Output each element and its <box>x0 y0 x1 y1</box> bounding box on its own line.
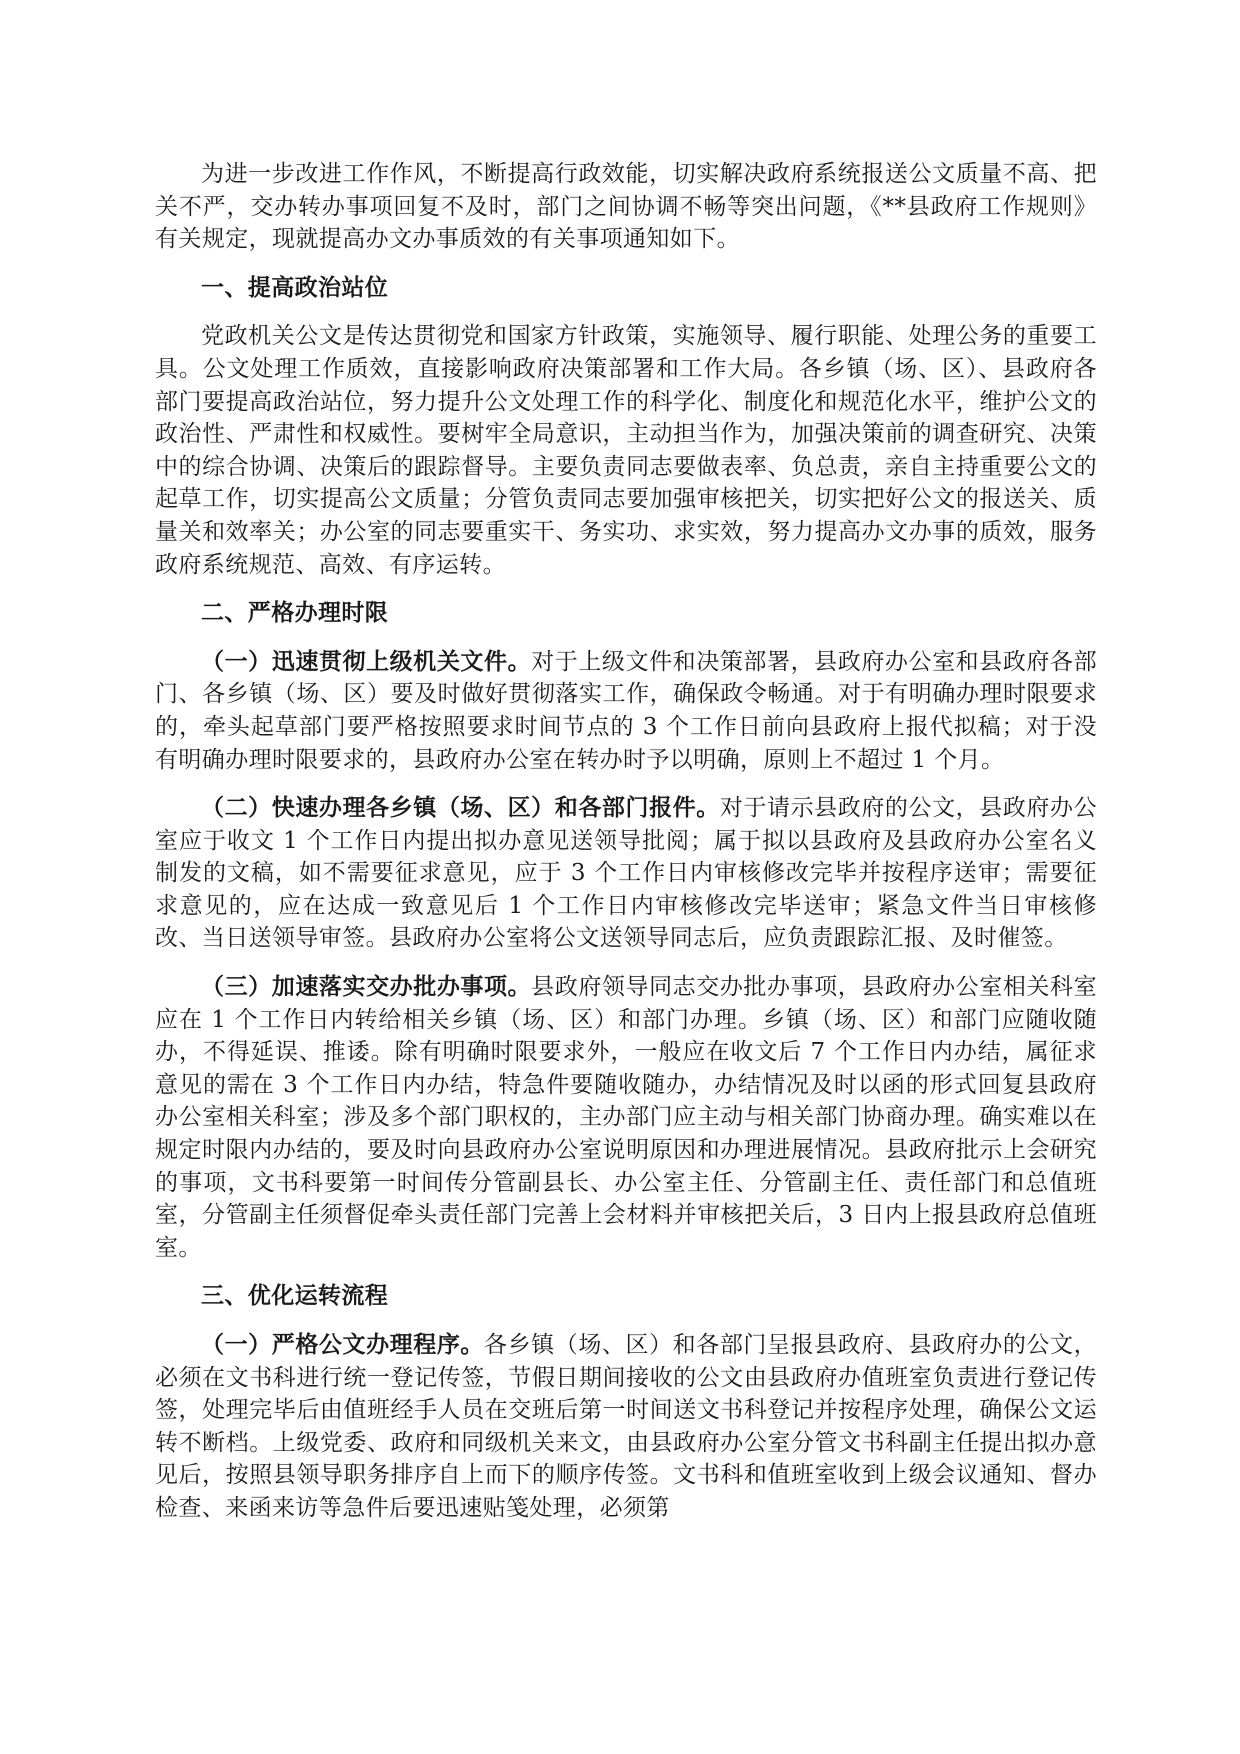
item-lead: （二）快速办理各乡镇（场、区）和各部门报件。 <box>201 794 720 822</box>
section-heading: 二、严格办理时限 <box>201 599 389 627</box>
item-lead: （三）加速落实交办批办事项。 <box>201 973 532 1001</box>
item-body: 各乡镇（场、区）和各部门呈报县政府、县政府办的公文，必须在文书科进行统一登记传签，节假日期间接收的公文由县政府办值班室负责进行登记传签，处理完毕后由值班经手人员在交班后第一时间送文书科登记并按程序处理，确保公文运转不断档。上级党委、政府和同级机关来文，由县政府办公室分管文书科副主任提出拟办意见后，按照县领导职务排序自上而下的顺序传签。文书科和值班室收到上级会议通知、督办检查、来函来访等急件后要迅速贴笺处理，必须第 <box>155 1332 1097 1521</box>
item-paragraph <box>155 1329 1097 1525</box>
item-lead: （一）迅速贯彻上级机关文件。 <box>201 647 532 675</box>
section-body: 党政机关公文是传达贯彻党和国家方针政策，实施领导、履行职能、处理公务的重要工具。公文处理工作质效，直接影响政府决策部署和工作大局。各乡镇（场、区）、县政府各部门要提高政治站位，努力提升公文处理工作的科学化、制度化和规范化水平，维护公文的政治性、严肃性和权威性。要树牢全局意识，主动担当作为，加强决策前的调查研究、决策中的综合协调、决策后的跟踪督导。主要负责同志要做表率、负总责，亲自主持重要公文的起草工作，切实提高公文质量；分管负责同志要加强审核把关，切实把好公文的报送关、质量关和效率关；办公室的同志要重实干、务实功、求实效，努力提高办文办事的质效，服务政府系统规范、高效、有序运转。 <box>155 323 1097 578</box>
item-paragraph <box>155 792 1097 955</box>
item-lead: （一）严格公文办理程序。 <box>201 1331 484 1358</box>
section-heading: 一、提高政治站位 <box>201 273 389 301</box>
item-paragraph <box>155 646 1097 776</box>
intro-paragraph: 为进一步改进工作作风，不断提高行政效能，切实解决政府系统报送公文质量不高、把关不严，交办转办事项回复不及时，部门之间协调不畅等突出问题，《**县政府工作规则》有关规定，现就提高办文办事质效的有关事项通知如下。 <box>155 161 1097 253</box>
item-body: 对于上级文件和决策部署，县政府办公室和县政府各部门、各乡镇（场、区）要及时做好贯彻落实工作，确保政令畅通。对于有明确办理时限要求的，牵头起草部门要严格按照要求时间节点的 3 个工作日前向县政府上报代拟稿；对于没有明确办理时限要求的，县政府办公室在转办时予以明确，原则上不超过 1 个月。 <box>155 648 1097 773</box>
section-heading: 三、优化运转流程 <box>201 1282 389 1310</box>
item-body: 对于请示县政府的公文，县政府办公室应于收文 1 个工作日内提出拟办意见送领导批阅；属于拟以县政府及县政府办公室名义制发的文稿，如不需要征求意见，应于 3 个工作日内审核修改完毕并按程序送审；需要征求意见的，应在达成一致意见后 1 个工作日内审核修改完毕送审；紧急文件当日审核修改、当日送领导审签。县政府办公室将公文送领导同志后，应负责跟踪汇报、及时催签。 <box>155 795 1097 952</box>
item-paragraph <box>155 971 1097 1264</box>
document-page <box>155 158 1097 1541</box>
item-body: 县政府领导同志交办批办事项，县政府办公室相关科室应在 1 个工作日内转给相关乡镇（场、区）和部门办理。乡镇（场、区）和部门应随收随办，不得延误、推诿。除有明确时限要求外，一般应在收文后 7 个工作日内办结，属征求意见的需在 3 个工作日内办结，特急件要随收随办，办结情况及时以函的形式回复县政府办公室相关科室；涉及多个部门职权的，主办部门应主动与相关部门协商办理。确实难以在规定时限内办结的，要及时向县政府办公室说明原因和办理进展情况。县政府批示上会研究的事项，文书科要第一时间传分管副县长、办公室主任、分管副主任、责任部门和总值班室，分管副主任须督促牵头责任部门完善上会材料并审核把关后，3 日内上报县政府总值班室。 <box>155 974 1097 1261</box>
